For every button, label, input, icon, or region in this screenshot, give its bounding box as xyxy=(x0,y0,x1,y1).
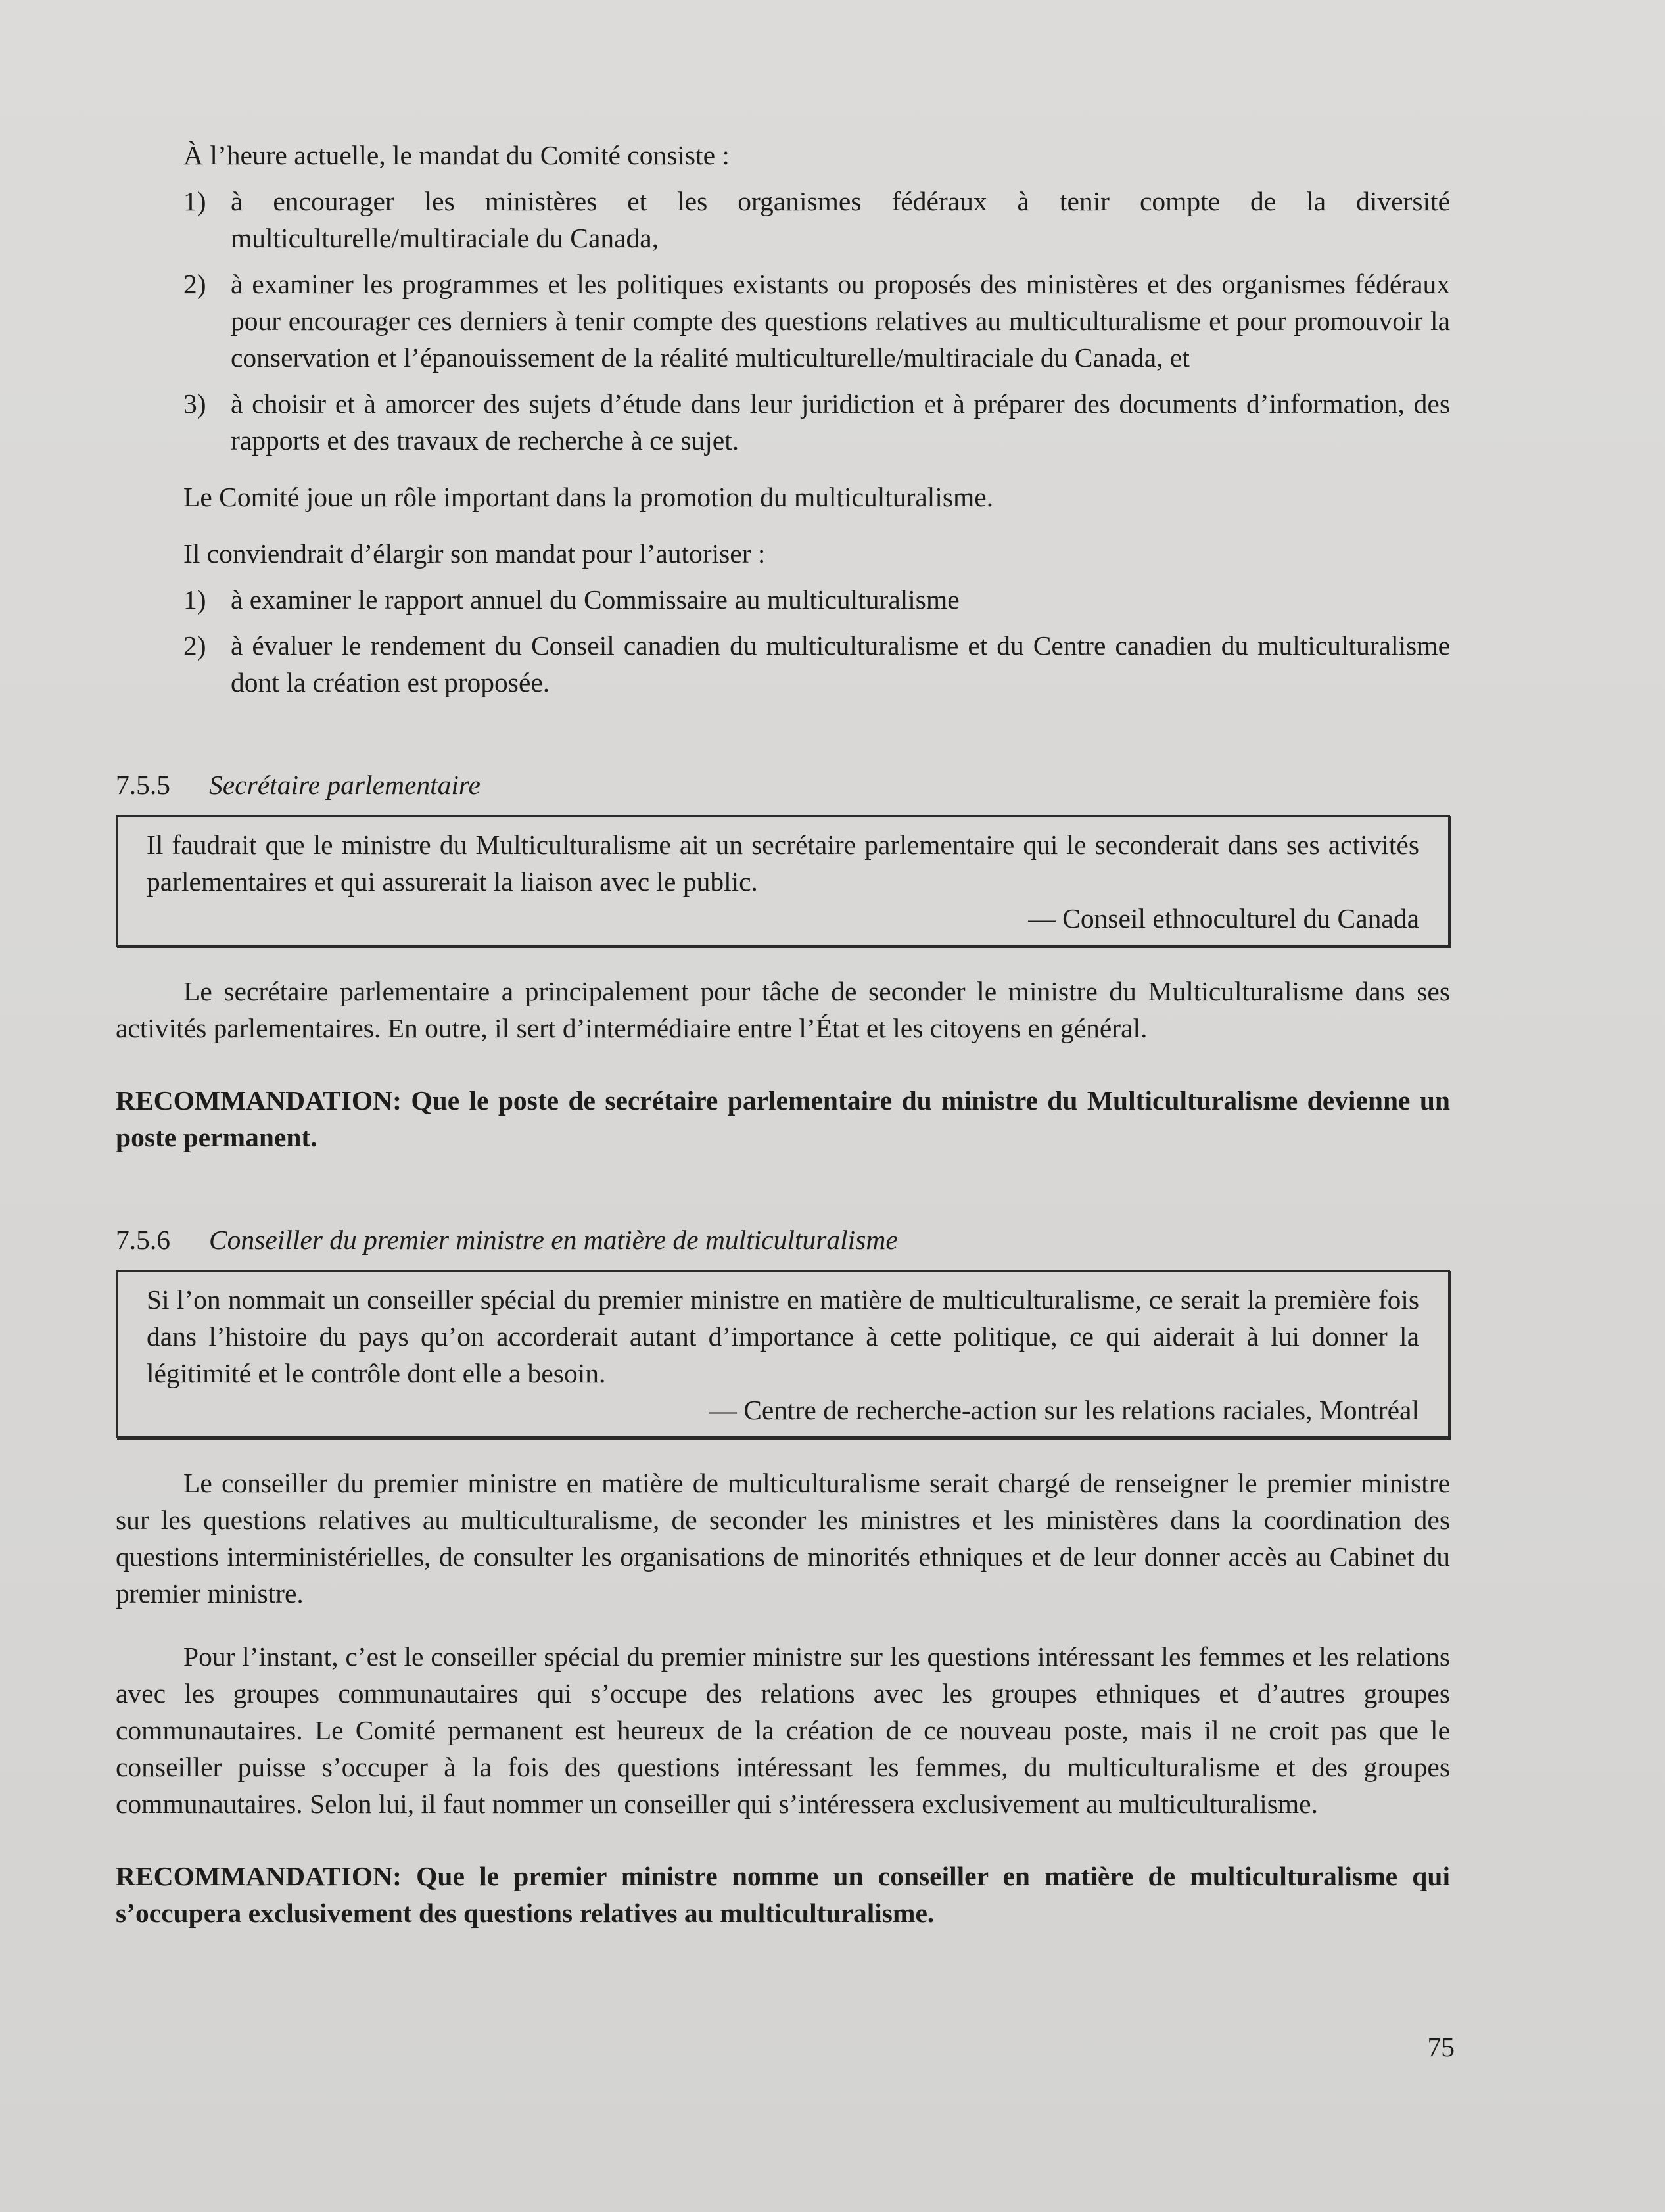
section-body: Le conseiller du premier ministre en matière de multiculturalisme serait chargé de renseigner le premier ministre sur les questions relatives au multiculturalisme, de seconder les ministres et les ministères dans la coordination des questions interministérielles, de consulter les organisations de minorités ethniques et de leur donner accès au Cabinet du premier ministre. xyxy=(116,1468,1450,1609)
list-item-number: 1) xyxy=(183,186,206,216)
list-item-number: 1) xyxy=(183,584,206,615)
list-item xyxy=(183,627,1450,701)
section-title: Conseiller du premier ministre en matière de multiculturalisme xyxy=(209,1225,898,1255)
quote-text: Si l’on nommait un conseiller spécial du premier ministre en matière de multiculturalisme, ce serait la première fois dans l’histoire du pays qu’on accorderait autant d’importance à cette politique, ce qui aiderait à lui donner la légitimité et le contrôle dont elle a besoin. xyxy=(147,1284,1419,1388)
quote-box xyxy=(116,815,1450,947)
section-number: 7.5.6 xyxy=(116,1225,170,1255)
list-item xyxy=(183,581,1450,618)
section-body: Le secrétaire parlementaire a principalement pour tâche de seconder le ministre du Multiculturalisme dans ses activités parlementaires. En outre, il sert d’intermédiaire entre l’État et les citoyens en général. xyxy=(116,976,1450,1043)
section-title: Secrétaire parlementaire xyxy=(209,770,481,800)
list-item-text: à examiner les programmes et les politiques existants ou proposés des ministères et des organismes fédéraux pour encourager ces derniers à tenir compte des questions relatives au multiculturalisme et pour promouvoir la conservation et l’épanouissement de la réalité multiculturelle/multiraciale du Canada, et xyxy=(231,269,1450,373)
expand-list xyxy=(183,581,1450,701)
list-item xyxy=(183,385,1450,459)
quote-source: — Conseil ethnoculturel du Canada xyxy=(1028,903,1419,933)
list-item-number: 2) xyxy=(183,630,206,661)
list-item-text: à choisir et à amorcer des sujets d’étude dans leur juridiction et à préparer des documents d’information, des rapports et des travaux de recherche à ce sujet. xyxy=(231,388,1450,456)
page-number: 75 xyxy=(1427,2032,1455,2062)
mandate-intro: À l’heure actuelle, le mandat du Comité consiste : xyxy=(183,140,730,170)
section-number: 7.5.5 xyxy=(116,770,170,800)
role-paragraph: Le Comité joue un rôle important dans la promotion du multiculturalisme. xyxy=(183,482,994,512)
quote-box xyxy=(116,1270,1450,1438)
quote-text: Il faudrait que le ministre du Multiculturalisme ait un secrétaire parlementaire qui le seconderait dans ses activités parlementaires et qui assurerait la liaison avec le public. xyxy=(147,830,1419,897)
list-item-number: 2) xyxy=(183,269,206,299)
list-item xyxy=(183,183,1450,256)
list-item xyxy=(183,266,1450,376)
list-item-text: à évaluer le rendement du Conseil canadien du multiculturalisme et du Centre canadien du multiculturalisme dont la création est proposée. xyxy=(231,630,1450,697)
section-body: Pour l’instant, c’est le conseiller spécial du premier ministre sur les questions intéressant les femmes et les relations avec les groupes communautaires qui s’occupe des relations avec les groupes ethniques et d’autres groupes communautaires. Le Comité permanent est heureux de la création de ce nouveau poste, mais il ne croit pas que le conseiller puisse s’occuper à la fois des questions intéressant les femmes, du multiculturalisme et des groupes communautaires. Selon lui, il faut nommer un conseiller qui s’intéressera exclusivement au multiculturalisme. xyxy=(116,1641,1450,1819)
list-item-text: à encourager les ministères et les organismes fédéraux à tenir compte de la diversité multiculturelle/multiraciale du Canada, xyxy=(231,186,1450,253)
mandate-list xyxy=(183,183,1450,459)
section-heading-7-5-6 xyxy=(116,1221,1450,1258)
page-content xyxy=(116,137,1450,1931)
list-item-number: 3) xyxy=(183,388,206,419)
expand-paragraph: Il conviendrait d’élargir son mandat pour l’autoriser : xyxy=(183,538,766,569)
recommendation: RECOMMANDATION: Que le poste de secrétaire parlementaire du ministre du Multiculturalisme devienne un poste permanent. xyxy=(116,1085,1450,1152)
list-item-text: à examiner le rapport annuel du Commissaire au multiculturalisme xyxy=(231,584,960,615)
recommendation: RECOMMANDATION: Que le premier ministre nomme un conseiller en matière de multiculturalisme qui s’occupera exclusivement des questions relatives au multiculturalisme. xyxy=(116,1861,1450,1928)
quote-source: — Centre de recherche-action sur les relations raciales, Montréal xyxy=(709,1395,1419,1425)
section-heading-7-5-5 xyxy=(116,766,1450,803)
